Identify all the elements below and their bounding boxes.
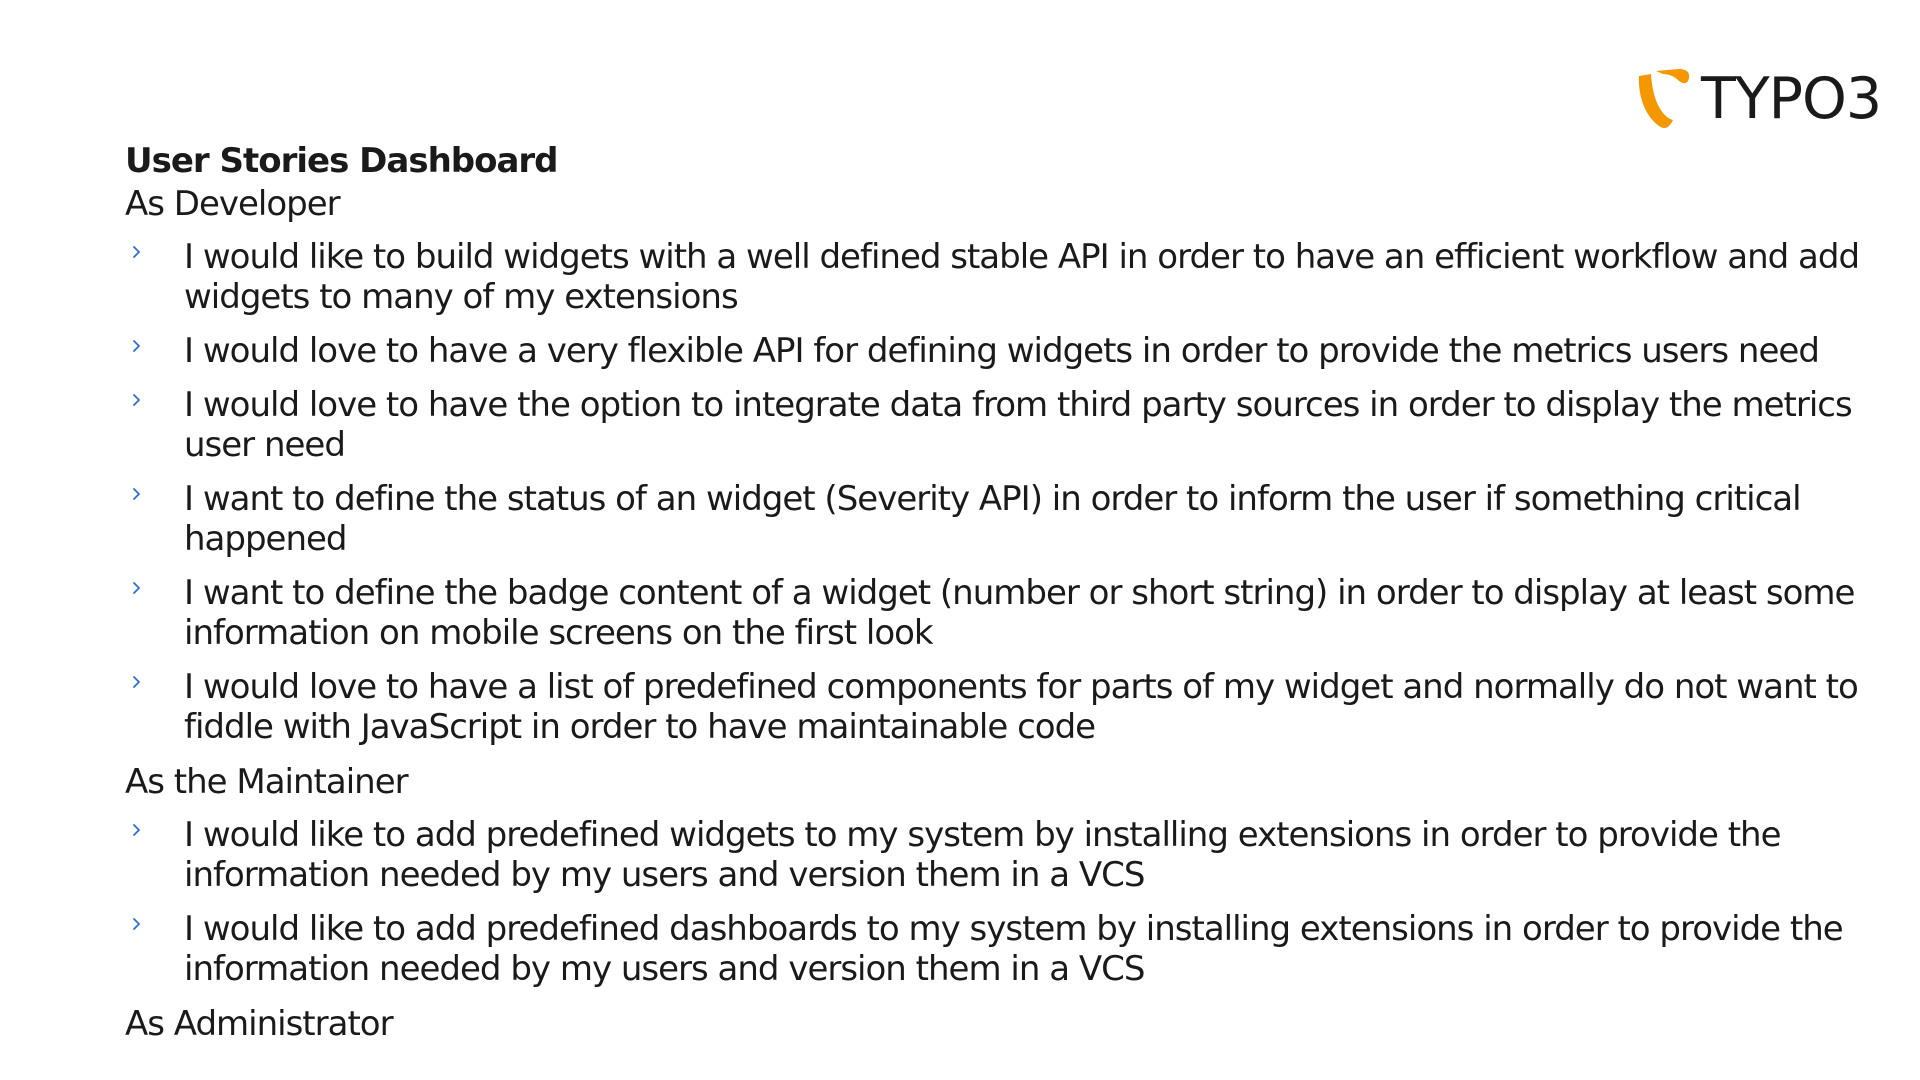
user-story-text: I would love to have a list of predefined components for parts of my widget and normally do not want to fiddle with JavaScript in order to have maintainable code bbox=[184, 667, 1858, 747]
user-story-text: I want to define the badge content of a widget (number or short string) in order to display at least some information on mobile screens on the first look bbox=[184, 573, 1855, 653]
user-story-item bbox=[125, 909, 1914, 989]
user-story-text: I would like to add predefined widgets to my system by installing extensions in order to provide the information needed by my users and version them in a VCS bbox=[184, 815, 1781, 895]
chevron-right-icon bbox=[130, 239, 144, 265]
user-story-text: I want to define the status of an widget (Severity API) in order to inform the user if something critical happened bbox=[184, 479, 1801, 559]
section-heading: As Developer bbox=[125, 184, 340, 224]
chevron-right-icon bbox=[130, 575, 144, 601]
user-story-text: I would love to have a very flexible API for defining widgets in order to provide the metrics users need bbox=[184, 331, 1819, 371]
section-heading: As Administrator bbox=[125, 1004, 393, 1044]
user-story-item bbox=[125, 573, 1914, 653]
story-sections bbox=[125, 183, 1860, 1045]
slide-content bbox=[125, 139, 1860, 1057]
chevron-right-icon bbox=[130, 481, 144, 507]
user-story-item bbox=[125, 385, 1914, 465]
logo-wordmark: TYPO3 bbox=[1701, 66, 1882, 132]
section-heading: As the Maintainer bbox=[125, 762, 408, 802]
user-story-text: I would like to add predefined dashboards to my system by installing extensions in order to provide the information needed by my users and version them in a VCS bbox=[184, 909, 1843, 989]
user-story-item bbox=[125, 237, 1914, 317]
user-story-item bbox=[125, 815, 1914, 895]
chevron-right-icon bbox=[130, 817, 144, 843]
user-story-text: I would love to have the option to integrate data from third party sources in order to display the metrics user need bbox=[184, 385, 1852, 465]
user-story-text: I would like to build widgets with a well defined stable API in order to have an efficient workflow and add widgets to many of my extensions bbox=[184, 237, 1860, 317]
user-story-item bbox=[125, 667, 1914, 747]
slide-title: User Stories Dashboard bbox=[125, 141, 558, 181]
user-story-item bbox=[125, 331, 1914, 371]
chevron-right-icon bbox=[130, 911, 144, 937]
chevron-right-icon bbox=[130, 669, 144, 695]
typo3-logo-icon bbox=[1635, 68, 1693, 130]
chevron-right-icon bbox=[130, 333, 144, 359]
chevron-right-icon bbox=[130, 387, 144, 413]
typo3-logo bbox=[1635, 64, 1881, 134]
user-story-item bbox=[125, 479, 1914, 559]
user-story-list bbox=[125, 237, 1860, 747]
user-story-list bbox=[125, 815, 1843, 989]
